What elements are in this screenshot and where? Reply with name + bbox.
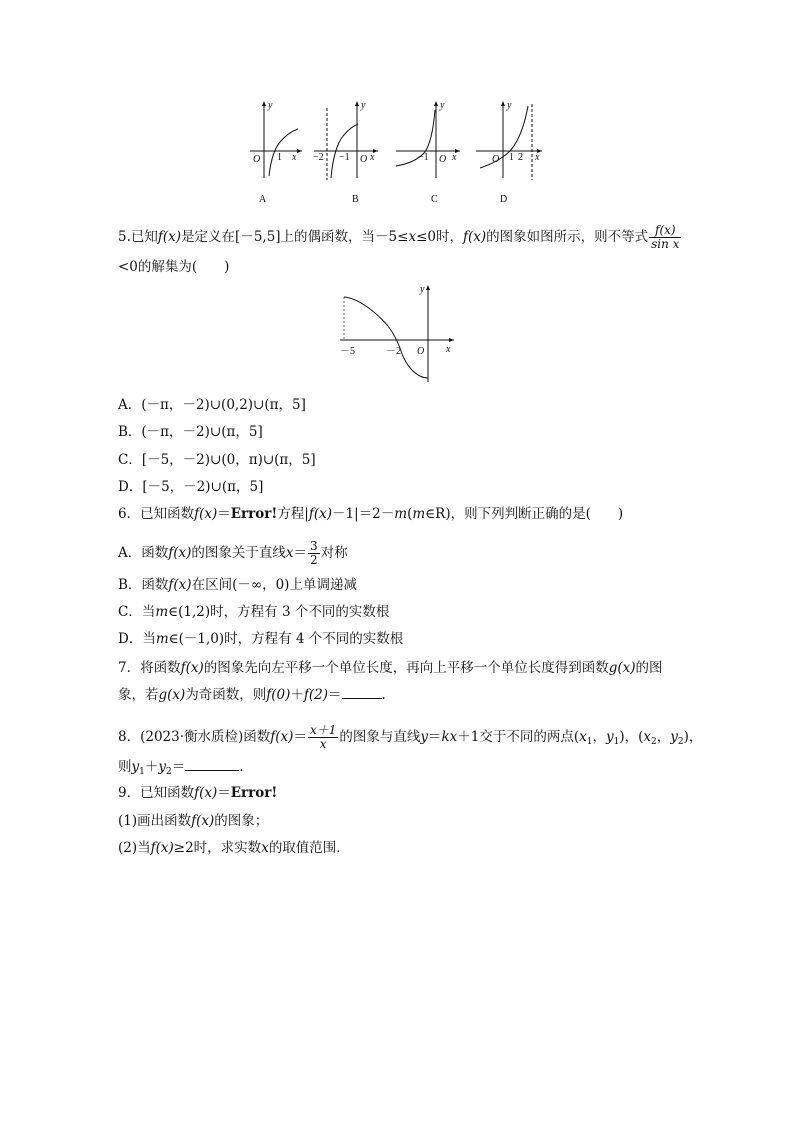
error-text: Error! [230, 506, 278, 522]
subscript: 1 [139, 767, 145, 777]
subscript: 2 [677, 737, 684, 747]
origin-label: O [417, 346, 425, 357]
q9-text: 的取值范围． [268, 840, 350, 856]
x: x [285, 545, 294, 561]
q7-stem-cont [118, 686, 386, 704]
q5-text: 是定义在[－5,5]上的偶函数，当－5≤ [181, 229, 409, 245]
q9-part-1 [118, 812, 268, 830]
q6-text: ∈(－1,0)时，方程有 4 个不同的实数根 [168, 631, 404, 647]
m: m [412, 506, 426, 522]
q6-text: ( [407, 506, 413, 522]
q6-text: 对称 [320, 545, 348, 561]
graph-panel-a [250, 100, 302, 205]
panel-label-a: A [259, 194, 267, 205]
q8-text: )， [683, 729, 703, 745]
axis-label-y: y [507, 100, 512, 111]
q8-stem-cont [118, 758, 244, 781]
q9-text: 9．已知函数 [118, 785, 195, 801]
fraction-denominator: x [319, 737, 327, 751]
graph-panel-c [396, 100, 460, 205]
gx: g(x) [158, 687, 186, 703]
fx: f(x) [150, 840, 174, 856]
q6-option-b [118, 576, 357, 594]
q8-text: )，( [619, 729, 644, 745]
fx: f(x) [157, 229, 182, 245]
answer-blank[interactable] [185, 758, 239, 771]
q5-option-d: D．[－5，－2)∪(π，5] [118, 479, 264, 495]
q5-option-b: B．(－π，－2)∪(π，5] [118, 424, 263, 440]
q5-option-c: C．[－5，－2)∪(0，π)∪(π，5] [118, 452, 316, 468]
f2: f(2) [303, 687, 329, 703]
y1: y [606, 729, 614, 745]
m: m [155, 604, 169, 620]
q6-text: 的图象关于直线 [191, 545, 286, 561]
q6-text: 方程| [277, 506, 309, 522]
axis-label-y: y [420, 284, 425, 295]
axis-label-x: x [446, 344, 451, 355]
q9-text: (2)当 [118, 840, 151, 856]
q6-text: C．当 [118, 604, 156, 620]
kx: kx [441, 729, 458, 745]
origin-label: O [253, 154, 261, 165]
q6-text: ＝ [293, 545, 308, 561]
graph-panel-b [313, 100, 378, 205]
q7-text: 的图 [635, 660, 663, 676]
gx: g(x) [608, 660, 636, 676]
fraction-numerator: f(x) [649, 224, 681, 238]
fraction-numerator: 3 [310, 539, 318, 553]
q7-text: . [381, 687, 386, 703]
fx: f(x) [180, 660, 204, 676]
tick-label: －2 [386, 346, 401, 357]
y2: y [158, 759, 167, 775]
fx: f(x) [168, 545, 192, 561]
q8-text: ＋ [144, 759, 159, 775]
fraction [649, 224, 681, 251]
origin-label: O [360, 154, 368, 165]
origin-label: O [492, 154, 500, 165]
q5-text: 5.已知 [118, 229, 158, 245]
q7-text: 的图象先向左平移一个单位长度，再向上平移一个单位长度得到函数 [203, 660, 609, 676]
tick-label: －5 [340, 346, 355, 357]
panel-label-b: B [352, 194, 359, 205]
x1: x [579, 729, 587, 745]
q6-option-c [118, 603, 389, 621]
q8-text: ＝ [293, 729, 307, 745]
q7-text: ＋ [290, 687, 304, 703]
q5-option-a: A．(－π，－2)∪(0,2)∪(π，5] [118, 397, 306, 413]
q9-stem [118, 784, 277, 802]
fraction-numerator: x＋1 [309, 723, 337, 737]
q6-option-a [118, 540, 348, 567]
fx: f(x) [191, 813, 215, 829]
tick-label: 1 [277, 152, 282, 163]
q8-text: . [239, 759, 244, 775]
fx: f(x) [194, 506, 218, 522]
panel-label-c: C [431, 194, 438, 205]
fx: f(x) [270, 729, 294, 745]
y2: y [670, 729, 678, 745]
x: x [408, 229, 417, 245]
tick-label: −2 [313, 152, 324, 163]
graph-panel-d [476, 100, 542, 205]
q6-option-d [118, 630, 403, 648]
q6-text: －1|＝2－ [332, 506, 395, 522]
q5-text: 的图象如图所示，则不等式 [486, 229, 649, 245]
q9-text: 的图象； [214, 813, 269, 829]
m: m [155, 631, 169, 647]
q6-stem [118, 505, 623, 523]
option-graphs-figure [240, 96, 550, 208]
q7-text: 象，若 [118, 687, 159, 703]
y1: y [131, 759, 140, 775]
q8-text: 的图象与直线 [339, 729, 421, 745]
tick-label: 2 [518, 152, 523, 163]
q8-text: ， [656, 729, 671, 745]
q6-text: B．函数 [118, 577, 169, 593]
q6-text: 在区间(－∞，0)上单调递减 [191, 577, 357, 593]
subscript: 1 [586, 737, 593, 747]
q5-stem [118, 224, 682, 251]
axis-label-x: x [535, 152, 540, 163]
subscript: 2 [651, 737, 657, 747]
fx: f(x) [462, 229, 487, 245]
axis-label-x: x [452, 152, 457, 163]
q7-text: ＝ [328, 687, 342, 703]
q9-text: ＝ [217, 785, 231, 801]
axis-label-y: y [361, 100, 366, 111]
q6-text: A．函数 [118, 545, 169, 561]
error-text: Error! [230, 785, 278, 801]
q5-text: <0的解集为( ) [118, 259, 230, 275]
fraction-denominator: 2 [310, 553, 318, 567]
fraction [308, 540, 320, 567]
axis-label-y: y [440, 100, 445, 111]
q5-text: ≤0时， [416, 229, 463, 245]
axis-label-y: y [268, 100, 273, 111]
fraction [308, 724, 338, 751]
q8-text: ＋1交于不同的两点( [457, 729, 580, 745]
x2: x [643, 729, 652, 745]
q6-text: ＝ [217, 506, 231, 522]
fx: f(x) [194, 785, 218, 801]
axis-label-x: x [292, 152, 297, 163]
x: x [261, 840, 269, 856]
answer-blank[interactable] [342, 686, 382, 699]
fx: f(x) [308, 506, 333, 522]
panel-label-d: D [500, 194, 508, 205]
q8-text: 8．(2023·衡水质检)函数 [118, 729, 271, 745]
q6-text: ∈(1,2)时，方程有 3 个不同的实数根 [168, 604, 390, 620]
q7-text: 7．将函数 [118, 660, 181, 676]
q7-text: 为奇函数，则 [185, 687, 267, 703]
origin-label: O [439, 154, 447, 165]
q5-function-graph [336, 282, 466, 390]
q9-text: ≥2时，求实数 [173, 840, 262, 856]
subscript: 1 [613, 737, 620, 747]
q8-text: ＝ [427, 729, 442, 745]
tick-label: 1 [509, 152, 514, 163]
tick-label: −1 [339, 152, 350, 163]
f0: f(0) [266, 687, 291, 703]
q8-stem [118, 724, 702, 751]
subscript: 2 [166, 767, 172, 777]
y: y [420, 729, 428, 745]
q8-text: ， [592, 729, 606, 745]
q5-stem-cont [118, 258, 229, 276]
q9-text: (1)画出函数 [118, 813, 192, 829]
fx: f(x) [168, 577, 192, 593]
tick-label: −1 [418, 152, 429, 163]
q8-text: 则 [118, 759, 132, 775]
q6-text: ∈R)，则下列判断正确的是( ) [425, 506, 624, 522]
q9-part-2 [118, 839, 350, 857]
fraction-denominator: sin x [651, 237, 680, 251]
q7-stem [118, 659, 663, 677]
axis-label-x: x [370, 152, 375, 163]
q8-text: ＝ [171, 759, 186, 775]
q6-text: 6．已知函数 [118, 506, 195, 522]
q6-text: D．当 [118, 631, 156, 647]
m: m [394, 506, 408, 522]
